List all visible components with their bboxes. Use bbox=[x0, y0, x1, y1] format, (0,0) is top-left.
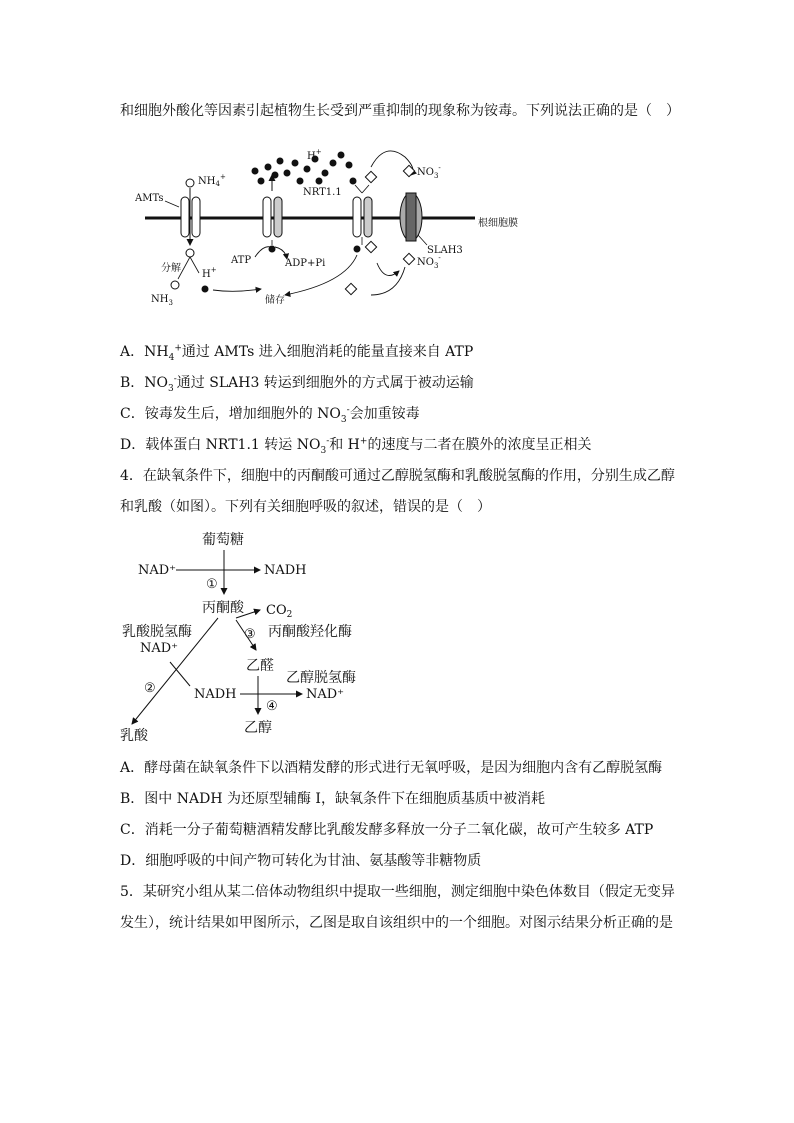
nh4-label: $NH_4^+$ bbox=[198, 173, 226, 188]
q4-option-c[interactable]: C．消耗一分子葡萄糖酒精发酵比乳酸发酵多释放一分子二氧化碳，故可产生较多 ATP bbox=[120, 822, 654, 838]
no3-label-top: $NO_3^-$ bbox=[417, 164, 441, 180]
q4-stem-line1: 4．在缺氧条件下，细胞中的丙酮酸可通过乙醇脱氢酶和乳酸脱氢酶的作用，分别生成乙醇 bbox=[120, 468, 675, 484]
lactate-label: 乳酸 bbox=[120, 728, 148, 741]
nh3-molecule bbox=[171, 281, 179, 289]
hplus-inside bbox=[202, 286, 209, 293]
slah3-channel bbox=[400, 193, 422, 241]
no3-nrt-inside bbox=[365, 241, 376, 252]
pyruvate-pathway-diagram bbox=[118, 526, 378, 741]
nh3-label: $NH_3$ bbox=[151, 294, 173, 307]
amts-label: AMTs bbox=[135, 193, 164, 204]
q4-option-d[interactable]: D．细胞呼吸的中间产物可转化为甘油、氨基酸等非糖物质 bbox=[120, 853, 482, 869]
nh4-ion-inside bbox=[186, 249, 194, 257]
nadh-2: NADH bbox=[194, 687, 237, 702]
nrt-label: NRT1.1 bbox=[303, 187, 342, 198]
acetaldehyde-label: 乙醛 bbox=[246, 658, 274, 674]
glucose-label: 葡萄糖 bbox=[202, 532, 244, 548]
no3-outside bbox=[403, 165, 414, 176]
q3-option-c[interactable]: C．铵毒发生后，增加细胞外的 $NO_3^-$会加重铵毒 bbox=[120, 405, 420, 425]
slah3-label: SLAH3 bbox=[427, 245, 463, 256]
decompose-label: 分解 bbox=[161, 263, 181, 274]
q4-option-b[interactable]: B．图中 NADH 为还原型辅酶 I，缺氧条件下在细胞质基质中被消耗 bbox=[120, 791, 545, 807]
nad-plus-2: NAD⁺ bbox=[140, 641, 179, 656]
nad-plus-3: NAD⁺ bbox=[306, 687, 345, 702]
step-1: ① bbox=[206, 577, 218, 592]
q4-stem-line2: 和乳酸（如图）。下列有关细胞呼吸的叙述，错误的是（ ） bbox=[120, 499, 491, 515]
question3-stem: 和细胞外酸化等因素引起植物生长受到严重抑制的现象称为铵毒。下列说法正确的是（ ） bbox=[120, 103, 680, 119]
q3-option-a[interactable]: A．$NH_4^+$通过 AMTs 进入细胞消耗的能量直接来自 ATP bbox=[120, 343, 474, 363]
step-4: ④ bbox=[266, 699, 278, 714]
no3-inside-slah3 bbox=[403, 253, 414, 264]
adp-label: ADP+Pi bbox=[285, 258, 326, 269]
hplus-nrt-outside bbox=[350, 178, 357, 185]
ammonium-transport-diagram bbox=[135, 145, 475, 315]
storage-label: 储存 bbox=[265, 295, 285, 306]
hplus-cluster-outside bbox=[252, 152, 353, 185]
hplus-nrt-inside bbox=[354, 246, 361, 253]
nad-plus-1: NAD⁺ bbox=[138, 563, 177, 578]
adh-label: 乙醇脱氢酶 bbox=[286, 670, 356, 686]
ldh-label: 乳酸脱氢酶 bbox=[122, 624, 192, 640]
q3-option-b[interactable]: B．$NO_3^-$通过 SLAH3 转运到细胞外的方式属于被动运输 bbox=[120, 374, 474, 394]
hplus-top-label: H+ bbox=[307, 148, 322, 162]
co2-label: $CO_2$ bbox=[266, 603, 293, 620]
q5-stem-line1: 5．某研究小组从某二倍体动物组织中提取一些细胞，测定细胞中染色体数目（假定无变异 bbox=[120, 884, 675, 900]
nh4-ion-outside bbox=[186, 179, 194, 187]
no3-nrt-outside bbox=[365, 171, 376, 182]
atp-label: ATP bbox=[231, 255, 252, 266]
membrane-label-text: 根细胞膜 bbox=[478, 218, 518, 229]
q3-option-d[interactable]: D．载体蛋白 NRT1.1 转运 $NO_3^-$和 H+的速度与二者在膜外的浓度呈正相关 bbox=[120, 436, 592, 456]
pdc-label: 丙酮酸羟化酶 bbox=[268, 624, 352, 640]
ethanol-label: 乙醇 bbox=[244, 720, 272, 736]
nadh-1: NADH bbox=[264, 563, 307, 578]
step-3: ③ bbox=[244, 627, 256, 642]
q5-stem-line2: 发生），统计结果如甲图所示，乙图是取自该组织中的一个细胞。对图示结果分析正确的是 bbox=[120, 915, 673, 931]
pyruvate-label: 丙酮酸 bbox=[202, 600, 244, 616]
step-2: ② bbox=[144, 681, 156, 696]
hplus-low-label: H+ bbox=[202, 266, 217, 280]
no3-label-bottom: $NO_3^-$ bbox=[417, 254, 441, 270]
q4-option-a[interactable]: A．酵母菌在缺氧条件下以酒精发酵的形式进行无氧呼吸，是因为细胞内含有乙醇脱氢酶 bbox=[120, 760, 663, 776]
no3-storage bbox=[345, 283, 356, 294]
